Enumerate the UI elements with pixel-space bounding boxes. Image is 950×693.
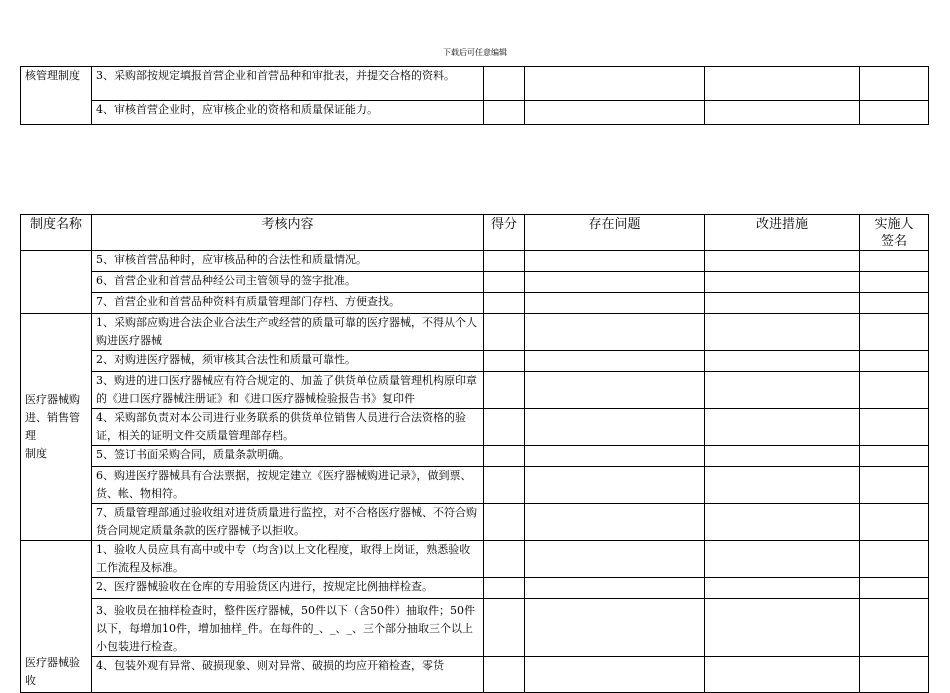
score-cell[interactable]	[484, 504, 525, 541]
measures-cell[interactable]	[705, 657, 860, 693]
score-cell[interactable]	[484, 251, 525, 272]
system-name-line: 理	[25, 429, 36, 442]
assessment-item: 3、验收员在抽样检查时，整件医疗器械，50件以下（含50件）抽取件；50件以下，每增加10件，增加抽样_件。在每件的_、_、_、三个部分抽取三个以上小包装进行检查。	[92, 599, 484, 657]
table-row	[21, 67, 929, 101]
measures-cell[interactable]	[705, 293, 860, 314]
assessment-item: 4、采购部负责对本公司进行业务联系的供货单位销售人员进行合法资格的验证，相关的证明文件交质量管理部存档。	[92, 409, 484, 446]
signer-cell[interactable]	[860, 467, 929, 504]
assessment-item: 2、对购进医疗器械，须审核其合法性和质量可靠性。	[92, 351, 484, 372]
problems-cell[interactable]	[525, 251, 705, 272]
measures-cell[interactable]	[705, 504, 860, 541]
system-name-cell	[21, 251, 92, 314]
system-name-cell	[21, 541, 92, 693]
problems-cell[interactable]	[525, 293, 705, 314]
problems-cell[interactable]	[525, 351, 705, 372]
signer-cell[interactable]	[860, 409, 929, 446]
assessment-item: 4、审核首营企业时，应审核企业的资格和质量保证能力。	[92, 101, 484, 125]
table-row	[21, 351, 929, 372]
signer-cell[interactable]	[860, 446, 929, 467]
measures-cell[interactable]	[705, 67, 860, 101]
signer-cell[interactable]	[860, 314, 929, 351]
problems-cell[interactable]	[525, 272, 705, 293]
score-cell[interactable]	[484, 467, 525, 504]
measures-cell[interactable]	[705, 578, 860, 599]
assessment-item: 5、审核首营品种时，应审核品种的合法性和质量情况。	[92, 251, 484, 272]
score-cell[interactable]	[484, 657, 525, 693]
table-row	[21, 467, 929, 504]
table-row	[21, 314, 929, 351]
signer-cell[interactable]	[860, 578, 929, 599]
header-signer-line2: 签名	[880, 234, 907, 249]
assessment-item: 3、购进的进口医疗器械应有符合规定的、加盖了供货单位质量管理机构原印章的《进口医疗器械注册证》和《进口医疗器械检验报告书》复印件	[92, 372, 484, 409]
top-table	[20, 66, 929, 125]
score-cell[interactable]	[484, 599, 525, 657]
measures-cell[interactable]	[705, 314, 860, 351]
header-note: 下载后可任意编辑	[443, 48, 507, 57]
signer-cell[interactable]	[860, 293, 929, 314]
score-cell[interactable]	[484, 293, 525, 314]
assessment-item: 7、首营企业和首营品种资料有质量管理部门存档、方便查找。	[92, 293, 484, 314]
measures-cell[interactable]	[705, 351, 860, 372]
measures-cell[interactable]	[705, 272, 860, 293]
score-cell[interactable]	[484, 101, 525, 125]
signer-cell[interactable]	[860, 351, 929, 372]
problems-cell[interactable]	[525, 504, 705, 541]
problems-cell[interactable]	[525, 599, 705, 657]
score-cell[interactable]	[484, 272, 525, 293]
system-name-line: 医疗器械验	[25, 656, 80, 669]
measures-cell[interactable]	[705, 251, 860, 272]
assessment-item: 6、首营企业和首营品种经公司主管领导的签字批准。	[92, 272, 484, 293]
table-row	[21, 541, 929, 578]
assessment-item: 6、购进医疗器械具有合法票据，按规定建立《医疗器械购进记录》，做到票、货、帐、物相符。	[92, 467, 484, 504]
header-signer	[860, 215, 929, 251]
table-header-row	[21, 215, 929, 251]
measures-cell[interactable]	[705, 372, 860, 409]
assessment-table	[20, 214, 929, 693]
table-row	[21, 272, 929, 293]
table-row	[21, 101, 929, 125]
table-row	[21, 578, 929, 599]
score-cell[interactable]	[484, 314, 525, 351]
signer-cell[interactable]	[860, 541, 929, 578]
header-content: 考核内容	[92, 215, 484, 251]
problems-cell[interactable]	[525, 314, 705, 351]
header-signer-line1: 实施人	[874, 217, 914, 232]
signer-cell[interactable]	[860, 599, 929, 657]
score-cell[interactable]	[484, 372, 525, 409]
measures-cell[interactable]	[705, 409, 860, 446]
table-row	[21, 657, 929, 693]
score-cell[interactable]	[484, 409, 525, 446]
header-problems: 存在问题	[525, 215, 705, 251]
system-name-line: 医疗器械购	[25, 393, 80, 406]
assessment-item: 3、采购部按规定填报首营企业和首营品种和审批表，并提交合格的资料。	[92, 67, 484, 101]
signer-cell[interactable]	[860, 372, 929, 409]
signer-cell[interactable]	[860, 67, 929, 101]
signer-cell[interactable]	[860, 251, 929, 272]
score-cell[interactable]	[484, 541, 525, 578]
assessment-item: 1、采购部应购进合法企业合法生产或经营的质量可靠的医疗器械，不得从个人购进医疗器械	[92, 314, 484, 351]
assessment-item: 5、签订书面采购合同，质量条款明确。	[92, 446, 484, 467]
table-row	[21, 599, 929, 657]
problems-cell[interactable]	[525, 409, 705, 446]
table-row	[21, 251, 929, 272]
assessment-item: 4、包装外观有异常、破损现象、则对异常、破损的均应开箱检查，零货	[92, 657, 484, 693]
header-measures: 改进措施	[705, 215, 860, 251]
table-row	[21, 446, 929, 467]
system-name-line: 收	[25, 674, 36, 687]
score-cell[interactable]	[484, 67, 525, 101]
problems-cell[interactable]	[525, 67, 705, 101]
score-cell[interactable]	[484, 351, 525, 372]
system-name-cell: 核管理制度	[21, 67, 92, 125]
problems-cell[interactable]	[525, 578, 705, 599]
table-row	[21, 409, 929, 446]
measures-cell[interactable]	[705, 541, 860, 578]
system-name-line: 进、销售管	[25, 411, 80, 424]
table-row	[21, 293, 929, 314]
assessment-item: 7、质量管理部通过验收组对进货质量进行监控，对不合格医疗器械、不符合购货合同规定质量条款的医疗器械予以拒收。	[92, 504, 484, 541]
assessment-item: 2、医疗器械验收在仓库的专用验货区内进行，按规定比例抽样检查。	[92, 578, 484, 599]
assessment-item: 1、验收人员应具有高中或中专（均含)以上文化程度，取得上岗证，熟悉验收工作流程及标准。	[92, 541, 484, 578]
system-name-cell	[21, 314, 92, 541]
system-name-line: 制度	[25, 447, 47, 460]
table-row	[21, 504, 929, 541]
header-score: 得分	[484, 215, 525, 251]
signer-cell[interactable]	[860, 504, 929, 541]
score-cell[interactable]	[484, 446, 525, 467]
measures-cell[interactable]	[705, 446, 860, 467]
signer-cell[interactable]	[860, 272, 929, 293]
measures-cell[interactable]	[705, 599, 860, 657]
problems-cell[interactable]	[525, 372, 705, 409]
problems-cell[interactable]	[525, 101, 705, 125]
signer-cell[interactable]	[860, 657, 929, 693]
problems-cell[interactable]	[525, 467, 705, 504]
measures-cell[interactable]	[705, 467, 860, 504]
table-row	[21, 372, 929, 409]
problems-cell[interactable]	[525, 657, 705, 693]
signer-cell[interactable]	[860, 101, 929, 125]
header-name: 制度名称	[21, 215, 92, 251]
score-cell[interactable]	[484, 578, 525, 599]
problems-cell[interactable]	[525, 541, 705, 578]
measures-cell[interactable]	[705, 101, 860, 125]
problems-cell[interactable]	[525, 446, 705, 467]
